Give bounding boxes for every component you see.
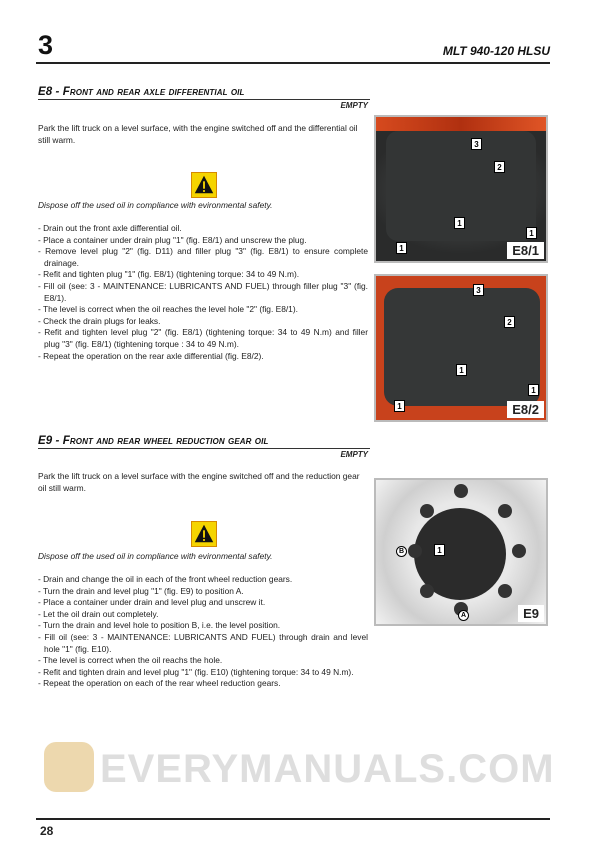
page-number: 28 (40, 824, 54, 838)
watermark-logo (44, 742, 94, 792)
step: - Drain and change the oil in each of the front wheel reduction gears. (38, 574, 293, 584)
step: - Repeat the operation on the rear axle differential (fig. E8/2). (38, 350, 264, 361)
callout-1: 1 (434, 544, 445, 556)
status-e8: EMPTY (340, 101, 368, 110)
callout-3: 3 (473, 284, 484, 296)
watermark: EVERYMANUALS.COM (100, 747, 555, 791)
step: - Drain out the front axle differential oil. (38, 223, 182, 233)
steps-e9 (38, 574, 368, 690)
section-title-e8: E8 - Front and rear axle differential oil (38, 86, 370, 100)
status-e9: EMPTY (340, 450, 368, 459)
chapter-number: 3 (38, 30, 54, 60)
callout-1: 1 (396, 242, 407, 254)
step: - Remove level plug "2" (fig. D11) and filler plug "3" (fig. E8/1) to ensure complete drainage. (38, 246, 368, 268)
position-b-marker: B (396, 546, 407, 557)
steps-e8 (38, 223, 368, 362)
step: - The level is correct when the oil reachs the hole. (38, 655, 223, 666)
step: - Refit and tighten level plug "2" (fig. E8/1) (tightening torque: 34 to 49 N.m) and filler plug "3" (fig. E8/1) (tightening torque : 34 to 49 N.m). (38, 327, 368, 349)
warning-triangle-icon (191, 172, 217, 198)
step: - Check the drain plugs for leaks. (38, 315, 161, 326)
machine-model: MLT 940-120 HLSU (442, 44, 550, 58)
step: - Fill oil (see: 3 - MAINTENANCE: LUBRICANTS AND FUEL) through filler plug "3" (fig. E8/1). (38, 280, 368, 303)
callout-1: 1 (394, 400, 405, 412)
header-divider (36, 62, 550, 64)
figure-e8-1-photo (374, 115, 548, 263)
figure-label: E8/2 (507, 401, 544, 418)
section-title-e9: E9 - Front and rear wheel reduction gear oil (38, 435, 370, 449)
footer-divider (36, 818, 550, 820)
step: - Refit and tighten drain and level plug "1" (fig. E10) (tightening torque: 34 to 49 N.m). (38, 666, 354, 677)
step: - Turn the drain and level hole to position B, i.e. the level position. (38, 620, 281, 631)
callout-1: 1 (456, 364, 467, 376)
step: - Fill oil (see: 3 - MAINTENANCE: LUBRICANTS AND FUEL) through drain and level hole "1" (fig. E10). (38, 631, 368, 654)
step: - Turn the drain and level plug "1" (fig. E9) to position A. (38, 585, 244, 596)
callout-2: 2 (494, 161, 505, 173)
step: - Repeat the operation on each of the rear wheel reduction gears. (38, 678, 281, 689)
step: - The level is correct when the oil reaches the level hole "2" (fig. E8/1). (38, 304, 298, 315)
step: - Let the oil drain out completely. (38, 608, 159, 619)
warning-triangle-icon (191, 521, 217, 547)
intro-e8: Park the lift truck on a level surface, with the engine switched off and the differential oil still warm. (38, 123, 358, 145)
position-a-marker: A (458, 610, 469, 621)
step: - Place a container under drain and level plug and unscrew it. (38, 597, 266, 608)
step: - Place a container under drain plug "1" (fig. E8/1) and unscrew the plug. (38, 234, 307, 245)
figure-e9-photo (374, 478, 548, 626)
figure-label: E9 (518, 605, 544, 622)
callout-3: 3 (471, 138, 482, 150)
intro-e9: Park the lift truck on a level surface with the engine switched off and the reduction gear oil still warm. (38, 471, 360, 493)
callout-2: 2 (504, 316, 515, 328)
step: - Refit and tighten plug "1" (fig. E8/1) (tightening torque: 34 to 49 N.m). (38, 269, 300, 280)
figure-e8-2-photo (374, 274, 548, 422)
callout-1: 1 (454, 217, 465, 229)
callout-1: 1 (526, 227, 537, 239)
callout-1: 1 (528, 384, 539, 396)
figure-label: E8/1 (507, 242, 544, 259)
warning-e8: Dispose off the used oil in compliance with evironmental safety. (38, 200, 273, 210)
warning-e9: Dispose off the used oil in compliance with evironmental safety. (38, 551, 273, 561)
